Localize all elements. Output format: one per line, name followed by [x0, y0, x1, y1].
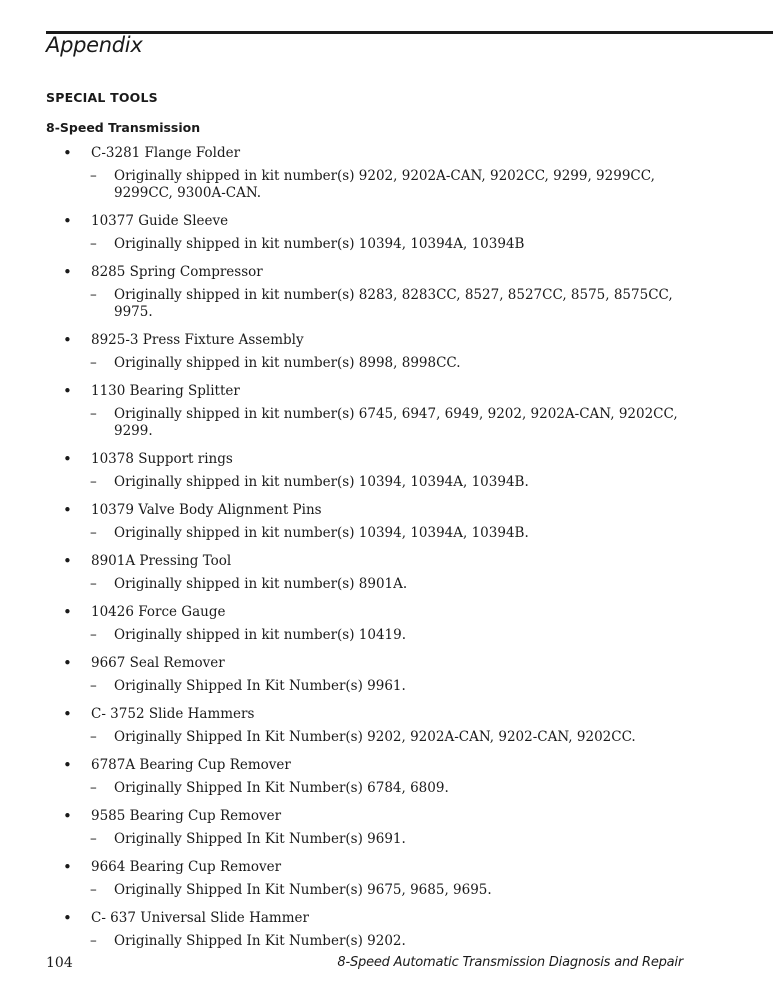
bullet-icon: •: [63, 450, 72, 468]
tool-list-item: [0, 448, 773, 491]
kit-numbers: [0, 831, 773, 848]
dash-icon: –: [90, 831, 97, 847]
kit-numbers-text: Originally shipped in kit number(s) 6745, 6947, 6949, 9202, 9202A-CAN, 9202CC, 9299.: [114, 406, 678, 439]
kit-numbers-text: Originally Shipped In Kit Number(s) 9202, 9202A-CAN, 9202-CAN, 9202CC.: [114, 729, 636, 745]
dash-icon: –: [90, 933, 97, 949]
tool-entry: [0, 856, 773, 882]
bullet-icon: •: [63, 603, 72, 621]
section-title: Appendix: [46, 33, 143, 57]
book-title: 8-Speed Automatic Transmission Diagnosis and Repair: [337, 955, 683, 970]
bullet-icon: •: [63, 212, 72, 230]
tool-list-item: [0, 380, 773, 440]
bullet-icon: •: [63, 501, 72, 519]
tool-list-item: [0, 856, 773, 899]
transmission-subheading: 8-Speed Transmission: [46, 120, 201, 135]
bullet-icon: •: [63, 807, 72, 825]
bullet-icon: •: [63, 263, 72, 281]
bullet-icon: •: [63, 858, 72, 876]
tool-entry: [0, 499, 773, 525]
tool-entry: [0, 805, 773, 831]
tool-entry: [0, 754, 773, 780]
tool-entry: [0, 652, 773, 678]
tool-entry: [0, 380, 773, 406]
tool-name: 6787A Bearing Cup Remover: [91, 757, 291, 773]
kit-numbers: [0, 287, 773, 321]
tool-entry: [0, 142, 773, 168]
dash-icon: –: [90, 287, 97, 303]
kit-numbers: [0, 678, 773, 695]
bullet-icon: •: [63, 144, 72, 162]
tool-list-item: [0, 754, 773, 797]
tool-name: C- 3752 Slide Hammers: [91, 706, 255, 722]
bullet-icon: •: [63, 331, 72, 349]
tool-list-item: [0, 210, 773, 253]
header-rule: [46, 31, 773, 34]
bullet-icon: •: [63, 909, 72, 927]
dash-icon: –: [90, 355, 97, 371]
dash-icon: –: [90, 168, 97, 184]
bullet-icon: •: [63, 382, 72, 400]
tool-entry: [0, 703, 773, 729]
tool-list-item: [0, 703, 773, 746]
kit-numbers-text: Originally shipped in kit number(s) 9202, 9202A-CAN, 9202CC, 9299, 9299CC, 9299CC, 9300A-CAN.: [114, 168, 655, 201]
kit-numbers: [0, 576, 773, 593]
tool-name: 10377 Guide Sleeve: [91, 213, 229, 229]
tool-name: 8901A Pressing Tool: [91, 553, 232, 569]
kit-numbers-text: Originally Shipped In Kit Number(s) 9675, 9685, 9695.: [114, 882, 492, 898]
tool-list-item: [0, 261, 773, 321]
tool-entry: [0, 907, 773, 933]
kit-numbers: [0, 236, 773, 253]
kit-numbers-text: Originally Shipped In Kit Number(s) 9202.: [114, 933, 406, 949]
tool-list-item: [0, 142, 773, 202]
tool-entry: [0, 261, 773, 287]
tool-list-item: [0, 805, 773, 848]
tool-list-item: [0, 329, 773, 372]
tool-name: 10426 Force Gauge: [91, 604, 226, 620]
tool-entry: [0, 448, 773, 474]
kit-numbers-text: Originally Shipped In Kit Number(s) 9961.: [114, 678, 406, 694]
tool-entry: [0, 550, 773, 576]
dash-icon: –: [90, 236, 97, 252]
tool-name: 9664 Bearing Cup Remover: [91, 859, 282, 875]
kit-numbers: [0, 406, 773, 440]
tool-name: 8285 Spring Compressor: [91, 264, 263, 280]
kit-numbers-text: Originally Shipped In Kit Number(s) 9691.: [114, 831, 406, 847]
tool-name: 9585 Bearing Cup Remover: [91, 808, 282, 824]
tool-list-item: [0, 550, 773, 593]
tool-entry: [0, 329, 773, 355]
dash-icon: –: [90, 474, 97, 490]
special-tools-heading: SPECIAL TOOLS: [46, 90, 158, 105]
kit-numbers: [0, 780, 773, 797]
kit-numbers-text: Originally shipped in kit number(s) 10394, 10394A, 10394B: [114, 236, 525, 252]
page-number: 104: [46, 955, 73, 971]
dash-icon: –: [90, 780, 97, 796]
kit-numbers: [0, 882, 773, 899]
dash-icon: –: [90, 525, 97, 541]
tool-name: C- 637 Universal Slide Hammer: [91, 910, 309, 926]
tool-list-item: [0, 601, 773, 644]
kit-numbers: [0, 168, 773, 202]
bullet-icon: •: [63, 756, 72, 774]
kit-numbers-text: Originally shipped in kit number(s) 10394, 10394A, 10394B.: [114, 525, 529, 541]
kit-numbers-text: Originally shipped in kit number(s) 8283, 8283CC, 8527, 8527CC, 8575, 8575CC, 9975.: [114, 287, 673, 320]
bullet-icon: •: [63, 654, 72, 672]
kit-numbers-text: Originally shipped in kit number(s) 8998, 8998CC.: [114, 355, 461, 371]
kit-numbers: [0, 525, 773, 542]
dash-icon: –: [90, 406, 97, 422]
kit-numbers-text: Originally Shipped In Kit Number(s) 6784, 6809.: [114, 780, 449, 796]
kit-numbers-text: Originally shipped in kit number(s) 8901A.: [114, 576, 408, 592]
kit-numbers-text: Originally shipped in kit number(s) 10419.: [114, 627, 407, 643]
dash-icon: –: [90, 882, 97, 898]
kit-numbers-text: Originally shipped in kit number(s) 10394, 10394A, 10394B.: [114, 474, 529, 490]
dash-icon: –: [90, 627, 97, 643]
dash-icon: –: [90, 576, 97, 592]
kit-numbers: [0, 933, 773, 950]
kit-numbers: [0, 474, 773, 491]
tool-name: 1130 Bearing Splitter: [91, 383, 240, 399]
tool-list-item: [0, 652, 773, 695]
kit-numbers: [0, 729, 773, 746]
tool-list: [0, 142, 773, 958]
bullet-icon: •: [63, 705, 72, 723]
tool-list-item: [0, 499, 773, 542]
tool-entry: [0, 210, 773, 236]
bullet-icon: •: [63, 552, 72, 570]
kit-numbers: [0, 627, 773, 644]
tool-name: 10379 Valve Body Alignment Pins: [91, 502, 322, 518]
tool-name: 9667 Seal Remover: [91, 655, 225, 671]
dash-icon: –: [90, 729, 97, 745]
tool-entry: [0, 601, 773, 627]
dash-icon: –: [90, 678, 97, 694]
tool-name: 10378 Support rings: [91, 451, 233, 467]
kit-numbers: [0, 355, 773, 372]
tool-name: C-3281 Flange Folder: [91, 145, 241, 161]
tool-name: 8925-3 Press Fixture Assembly: [91, 332, 304, 348]
tool-list-item: [0, 907, 773, 950]
